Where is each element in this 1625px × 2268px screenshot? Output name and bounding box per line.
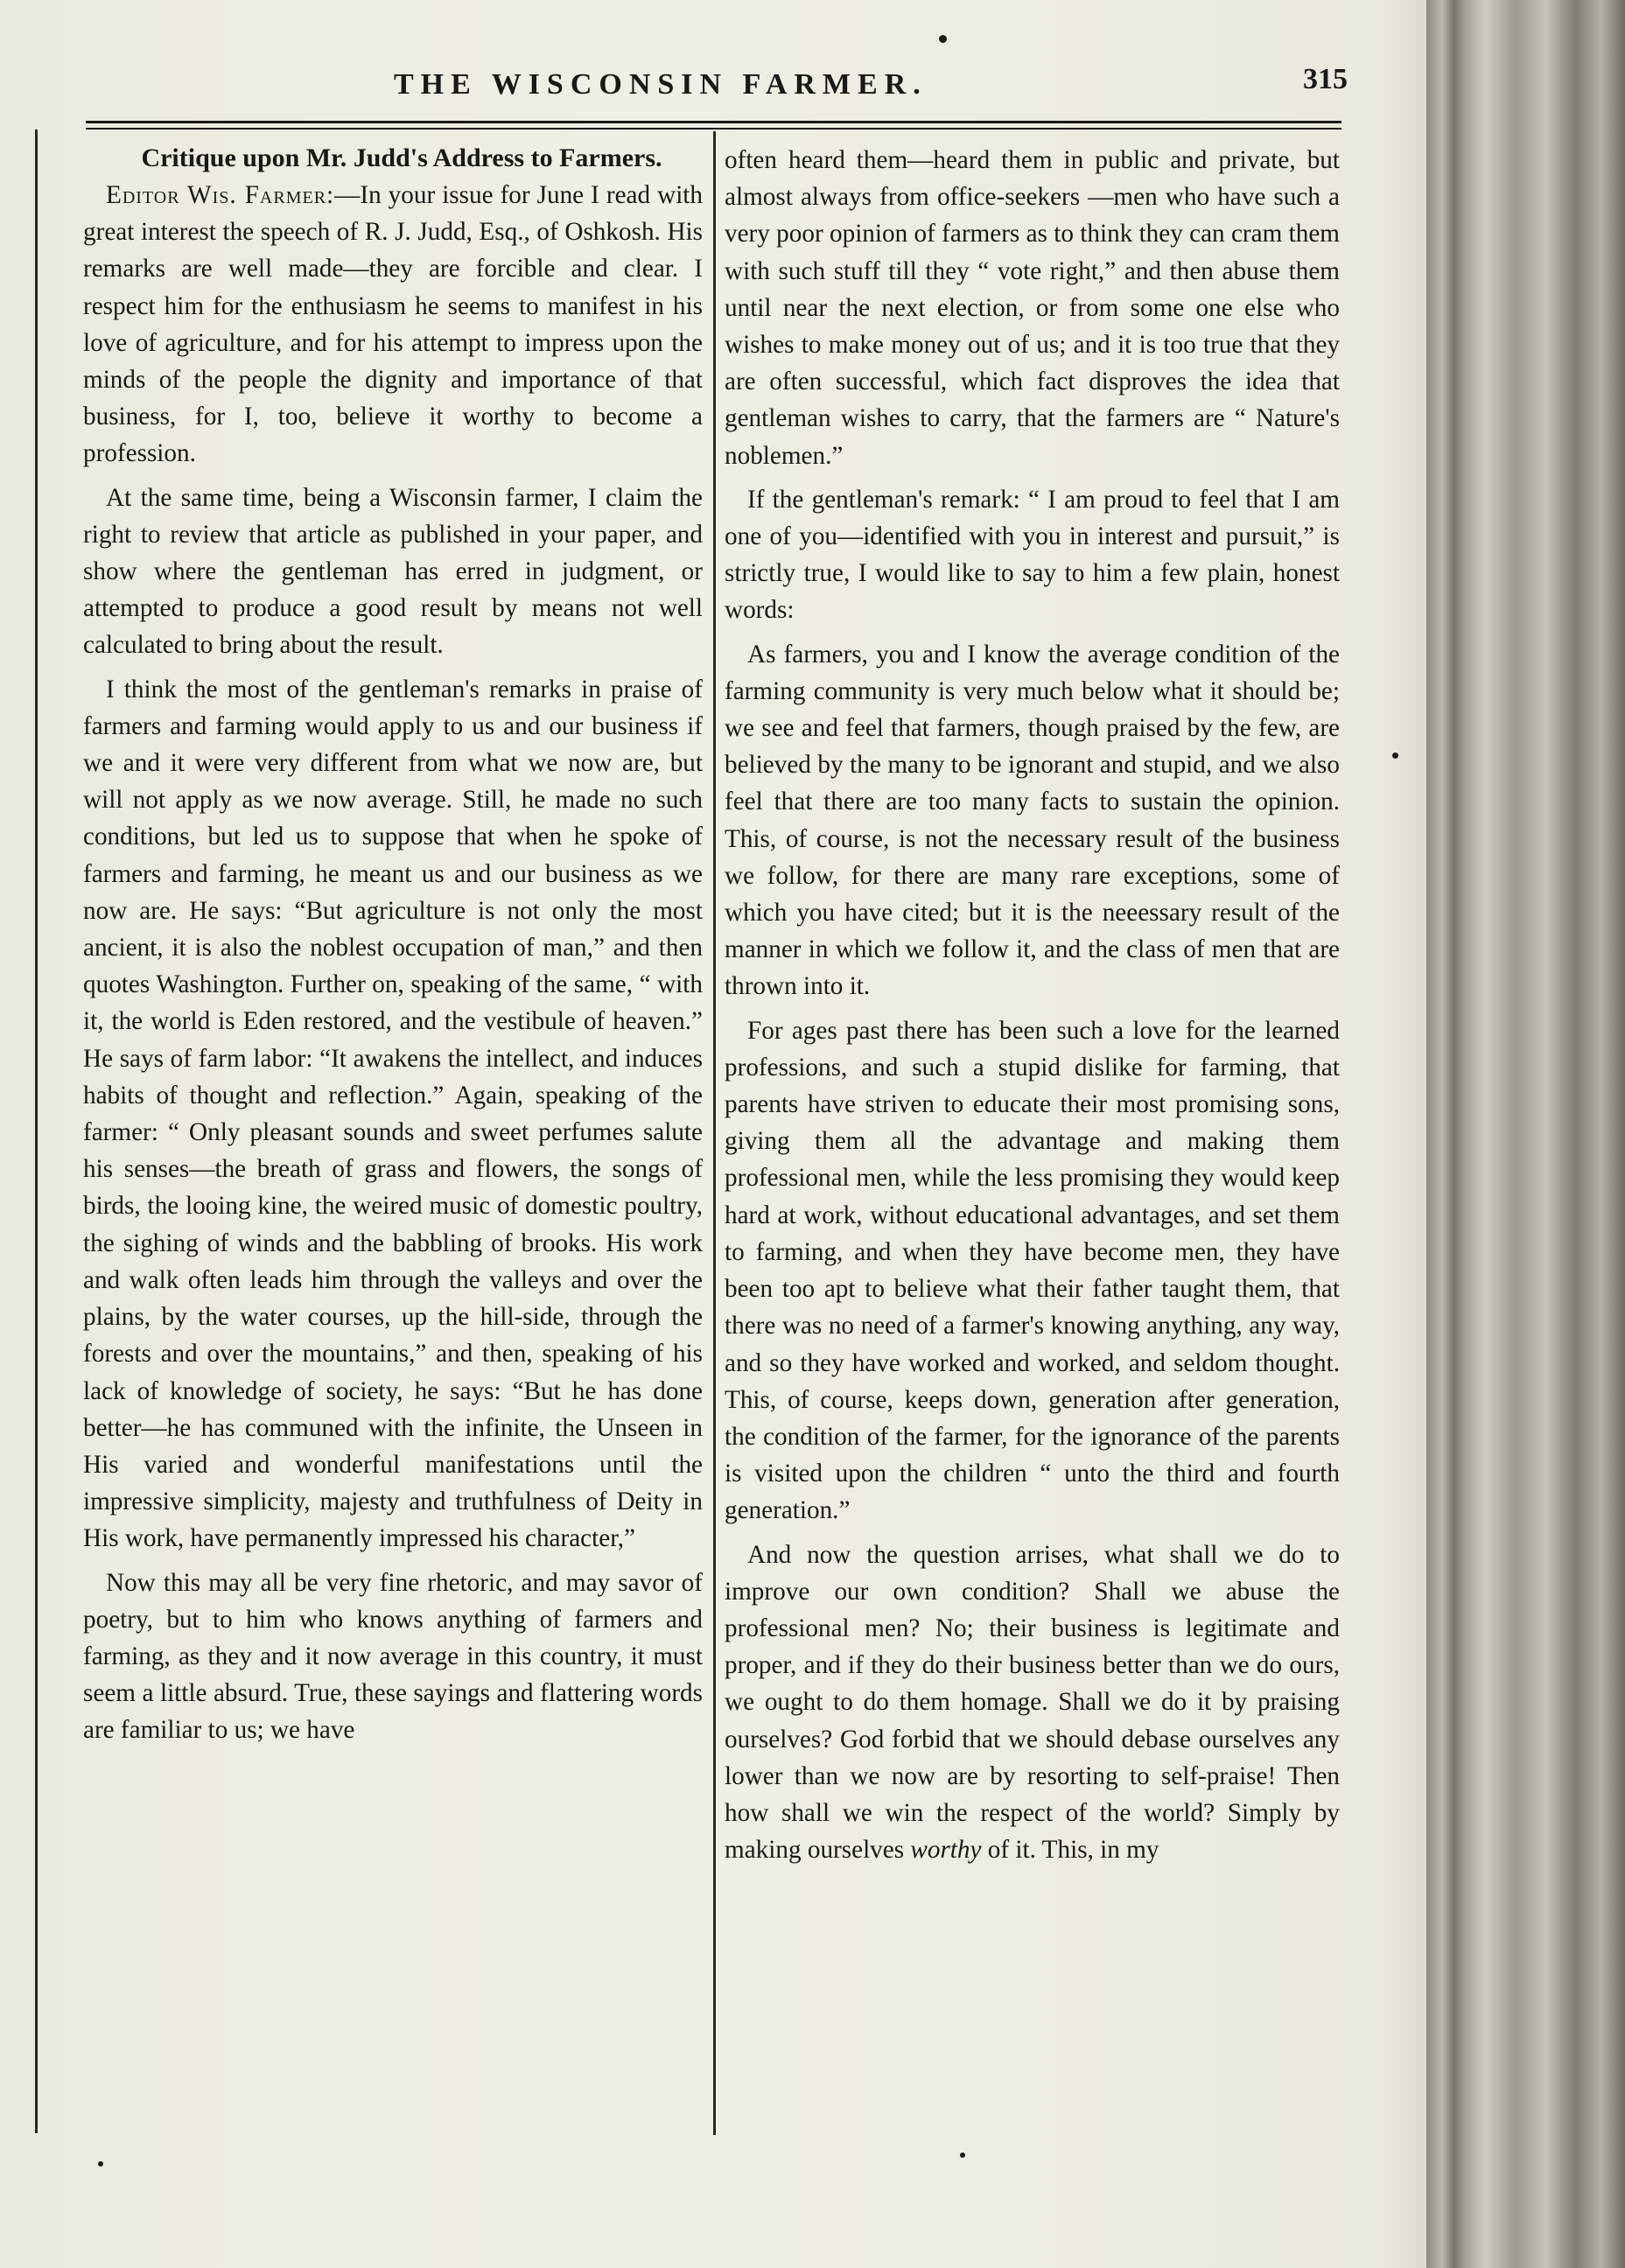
paragraph-text: And now the question arrises, what shall we do to improve our own condition? Shall we abuse the professional men? No; their business is legitimate and proper, and if they do their business better than we do ours, we ought to do them homage. Shall we do it by praising ourselves? God forbid that we should debase ourselves any lower than we now are by resorting to self-praise! Then how shall we win the respect of the world? Simply by making ourselves (725, 1540, 1340, 1865)
salutation: Editor Wis. Farmer: (106, 181, 335, 209)
column-divider (713, 131, 716, 2135)
ink-speck (98, 2161, 103, 2166)
paragraph: As farmers, you and I know the average condition of the farming community is very much below what it should be; we see and feel that farmers, though praised by the few, are believed by the many to be ignorant and stupid, and we also feel that there are too many facts to sustain the opinion. This, of course, is not the necessary result of the business we follow, for there are many rare exceptions, some of which you have cited; but it is the neeessary result of the manner in which we follow it, and the class of men that are thrown into it. (725, 640, 1340, 1001)
paragraph: often heard them—heard them in public and private, but almost always from office-seekers —men who have such a very poor opinion of farmers as to think they can cram them with such stuff till they “ vote right,” and then abuse them until near the next election, or from some one else who wishes to make money out of us; and it is too true that they are often successful, which fact disproves the idea that gentleman wishes to carry, that the farmers are “ Nature's noblemen.” (725, 146, 1340, 470)
paragraph: For ages past there has been such a love for the learned professions, and such a stupid dislike for farming, that parents have striven to educate their most promising sons, giving them all the advantage and making them professional men, while the less promising they would keep hard at work, without educational advantages, and set them to farming, and when they have become men, they have been too apt to believe what their father taught them, that there was no need of a farmer's knowing anything, any way, and so they have worked and worked, and seldom thought. This, of course, keeps down, generation after generation, the condition of the farmer, for the ignorance of the parents is visited upon the children “ unto the third and fourth generation.” (725, 1016, 1340, 1525)
right-column (725, 142, 1340, 1875)
book-gutter (1426, 0, 1625, 2268)
italic-word: worthy (910, 1836, 982, 1865)
article-title: Critique upon Mr. Judd's Address to Farmers. (141, 144, 662, 172)
paragraph: Now this may all be very fine rhetoric, and may savor of poetry, but to him who knows anything of farmers and farming, as they and it now average in this country, it must seem a little absurd. True, these sayings and flattering words are familiar to us; we have (83, 1568, 703, 1745)
ink-speck (1392, 752, 1398, 759)
header-rule (86, 121, 1341, 123)
paragraph (83, 177, 703, 472)
paragraph (725, 1536, 1340, 1869)
header-rule-thin (86, 128, 1341, 130)
left-column (83, 140, 703, 1756)
paragraph-text-end: of it. This, in my (981, 1836, 1159, 1865)
page-header (105, 63, 1348, 116)
paragraph: I think the most of the gentleman's remarks in praise of farmers and farming would apply to us and our business if we and it were very different from what we now are, but will not apply as we now average. Still, he made no such conditions, but led us to suppose that when he spoke of farmers and farming, he meant us and our business as we now are. He says: “But agriculture is not only the most ancient, it is also the noblest occupation of man,” and then quotes Washington. Further on, speaking of the same, “ with it, the world is Eden restored, and the vestibule of heaven.” He says of farm labor: “It awakens the intellect, and induces habits of thought and reflection.” Again, speaking of the farmer: “ Only pleasant sounds and sweet perfumes salute his senses—the breath of grass and flowers, the songs of birds, the looing kine, the weired music of domestic poultry, the sighing of winds and the babbling of brooks. His work and walk often leads him through the valleys and over the plains, by the water courses, up the hill-side, through the forests and over the mountains,” and then, speaking of his lack of knowledge of society, he says: “But he has done better—he has communed with the infinite, the Unseen in His varied and wonderful manifestations until the impressive simplicity, majesty and truthfulness of Deity in His work, have permanently impressed his character,” (83, 675, 703, 1553)
ink-speck (960, 2152, 965, 2158)
page-number: 315 (1303, 63, 1348, 95)
ink-speck (939, 35, 947, 43)
paragraph: At the same time, being a Wisconsin farmer, I claim the right to review that article as published in your paper, and show where the gentleman has erred in judgment, or attempted to produce a good result by means not well calculated to bring about the result. (83, 483, 703, 660)
running-title: THE WISCONSIN FARMER. (394, 68, 928, 101)
paragraph-text: —In your issue for June I read with great interest the speech of R. J. Judd, Esq., of Oshkosh. His remarks are well made—they are forcible and clear. I respect him for the enthusiasm he seems to manifest in his love of agriculture, and for his attempt to impress upon the minds of the people the dignity and importance of that business, for I, too, believe it worthy to become a profession. (83, 181, 704, 468)
left-margin-rule (35, 130, 38, 2133)
paragraph: If the gentleman's remark: “ I am proud to feel that I am one of you—identified with you in interest and pursuit,” is strictly true, I would like to say to him a few plain, honest words: (725, 485, 1340, 625)
